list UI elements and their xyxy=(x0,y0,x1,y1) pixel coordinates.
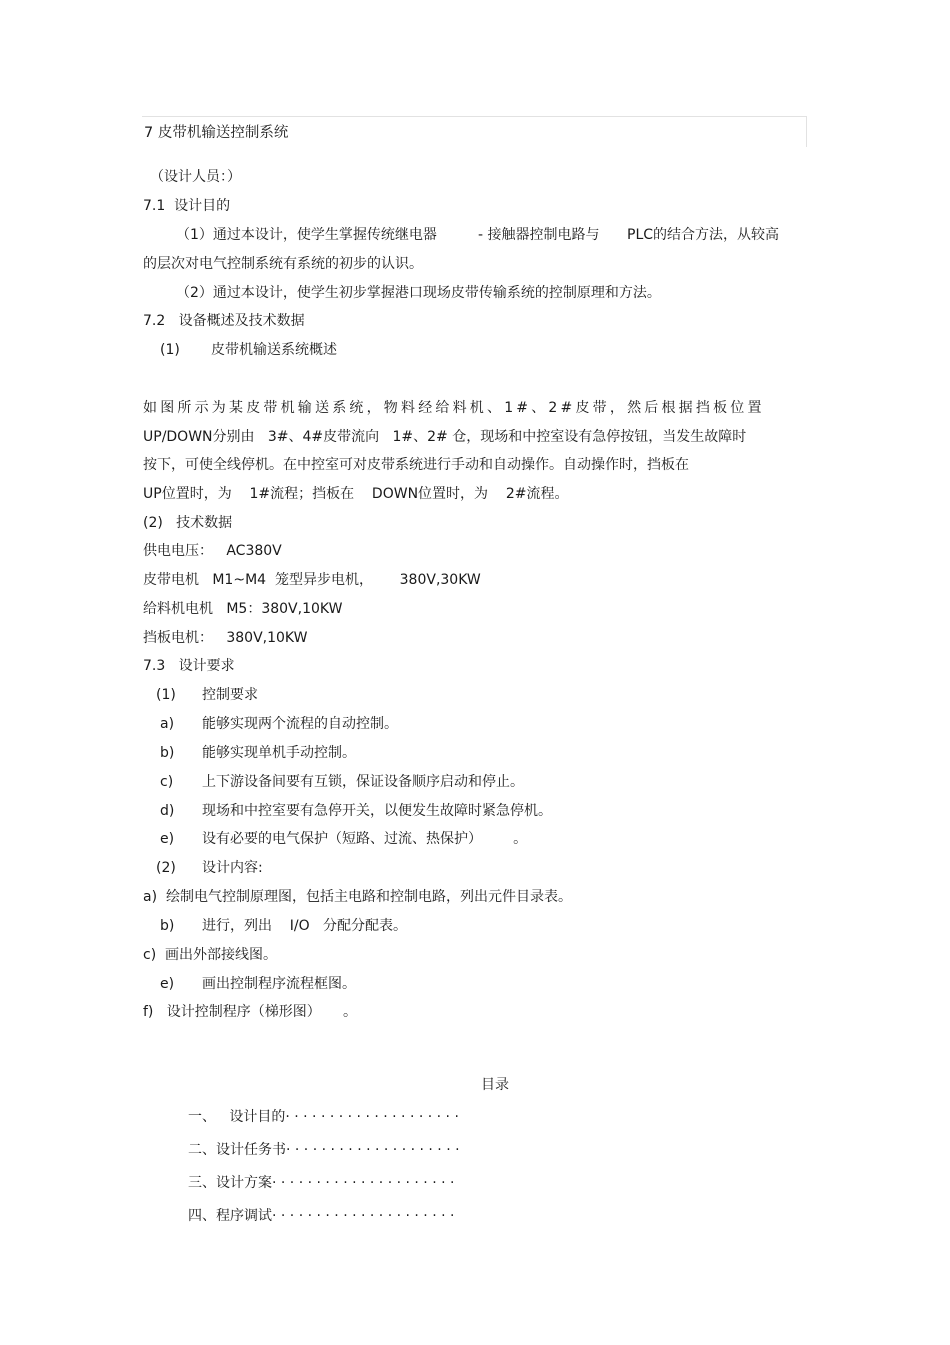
purpose-2: （2）通过本设计，使学生初步掌握港口现场皮带传输系统的控制原理和方法。 xyxy=(176,285,661,301)
req-number: (1) xyxy=(156,687,176,703)
req-d-text: 现场和中控室要有急停开关，以便发生故障时紧急停机。 xyxy=(202,803,552,819)
req-c-text: 上下游设备间要有互锁，保证设备顺序启动和停止。 xyxy=(202,774,524,790)
req-b-letter: b) xyxy=(160,745,175,761)
content-text: 设计内容: xyxy=(202,860,263,876)
req-e-text: 设有必要的电气保护（短路、过流、热保护） 。 xyxy=(202,831,528,847)
item-1-text: 皮带机输送系统概述 xyxy=(211,342,337,358)
content-number: (2) xyxy=(156,860,176,876)
toc-title: 目录 xyxy=(481,1077,509,1093)
item-1-number: (1) xyxy=(160,342,180,358)
content-c: c) 画出外部接线图。 xyxy=(143,947,278,963)
req-b-text: 能够实现单机手动控制。 xyxy=(202,745,356,761)
purpose-1-part-d: 的层次对电气控制系统有系统的初步的认识。 xyxy=(143,256,423,272)
req-a-letter: a) xyxy=(160,716,175,732)
content-e-text: 画出控制程序流程框图。 xyxy=(202,976,356,992)
section-7-3-heading: 7.3 设计要求 xyxy=(143,658,235,674)
content-b-letter: b) xyxy=(160,918,175,934)
purpose-1-part-b: - 接触器控制电路与 xyxy=(478,227,600,243)
content-e-letter: e) xyxy=(160,976,175,992)
spec-feeder-motor: 给料机电机 M5：380V,10KW xyxy=(143,601,343,617)
overview-line-3: 按下，可使全线停机。在中控室可对皮带系统进行手动和自动操作。自动操作时，挡板在 xyxy=(143,457,689,473)
overview-line-2: UP/DOWN分别由 3#、4#皮带流向 1#、2# 仓，现场和中控室设有急停按钮，当发生故障时 xyxy=(143,429,747,445)
content-f: f) 设计控制程序（梯形图） 。 xyxy=(143,1004,357,1020)
overview-line-4: UP位置时，为 1#流程；挡板在 DOWN位置时，为 2#流程。 xyxy=(143,486,569,502)
toc-entry-2: 二、设计任务书· · · · · · · · · · · · · · · · · · · · xyxy=(188,1142,460,1158)
purpose-1-part-c: PLC的结合方法，从较高 xyxy=(627,227,780,243)
item-2-heading: (2) 技术数据 xyxy=(143,515,233,531)
content-a: a) 绘制电气控制原理图，包括主电路和控制电路，列出元件目录表。 xyxy=(143,889,572,905)
req-text: 控制要求 xyxy=(202,687,258,703)
spec-belt-motor: 皮带电机 M1~M4 笼型异步电机， 380V,30KW xyxy=(143,572,481,588)
req-d-letter: d) xyxy=(160,803,175,819)
toc-entry-3: 三、设计方案· · · · · · · · · · · · · · · · · · · · · xyxy=(188,1175,455,1191)
title-box xyxy=(142,116,807,147)
page-title: 7 皮带机输送控制系统 xyxy=(144,125,289,141)
purpose-1-part-a: （1）通过本设计，使学生掌握传统继电器 xyxy=(176,227,437,243)
designer-line: （设计人员：） xyxy=(150,169,241,185)
req-e-letter: e) xyxy=(160,831,175,847)
section-7-1-heading: 7.1 设计目的 xyxy=(143,198,231,214)
content-b-text: 进行，列出 I/O 分配分配表。 xyxy=(202,918,408,934)
toc-entry-1: 一、 设计目的· · · · · · · · · · · · · · · · · · · · xyxy=(188,1109,459,1125)
toc-entry-4: 四、程序调试· · · · · · · · · · · · · · · · · · · · · xyxy=(188,1208,455,1224)
req-a-text: 能够实现两个流程的自动控制。 xyxy=(202,716,398,732)
req-c-letter: c) xyxy=(160,774,174,790)
overview-line-1-text: 如图所示为某皮带机输送系统，物料经给料机、1#、2#皮带，然后根据挡板位置 xyxy=(143,400,765,416)
spec-baffle-motor: 挡板电机： 380V,10KW xyxy=(143,630,308,646)
spec-voltage: 供电电压： AC380V xyxy=(143,543,282,559)
overview-line-1 xyxy=(143,401,806,415)
section-7-2-heading: 7.2 设备概述及技术数据 xyxy=(143,313,305,329)
